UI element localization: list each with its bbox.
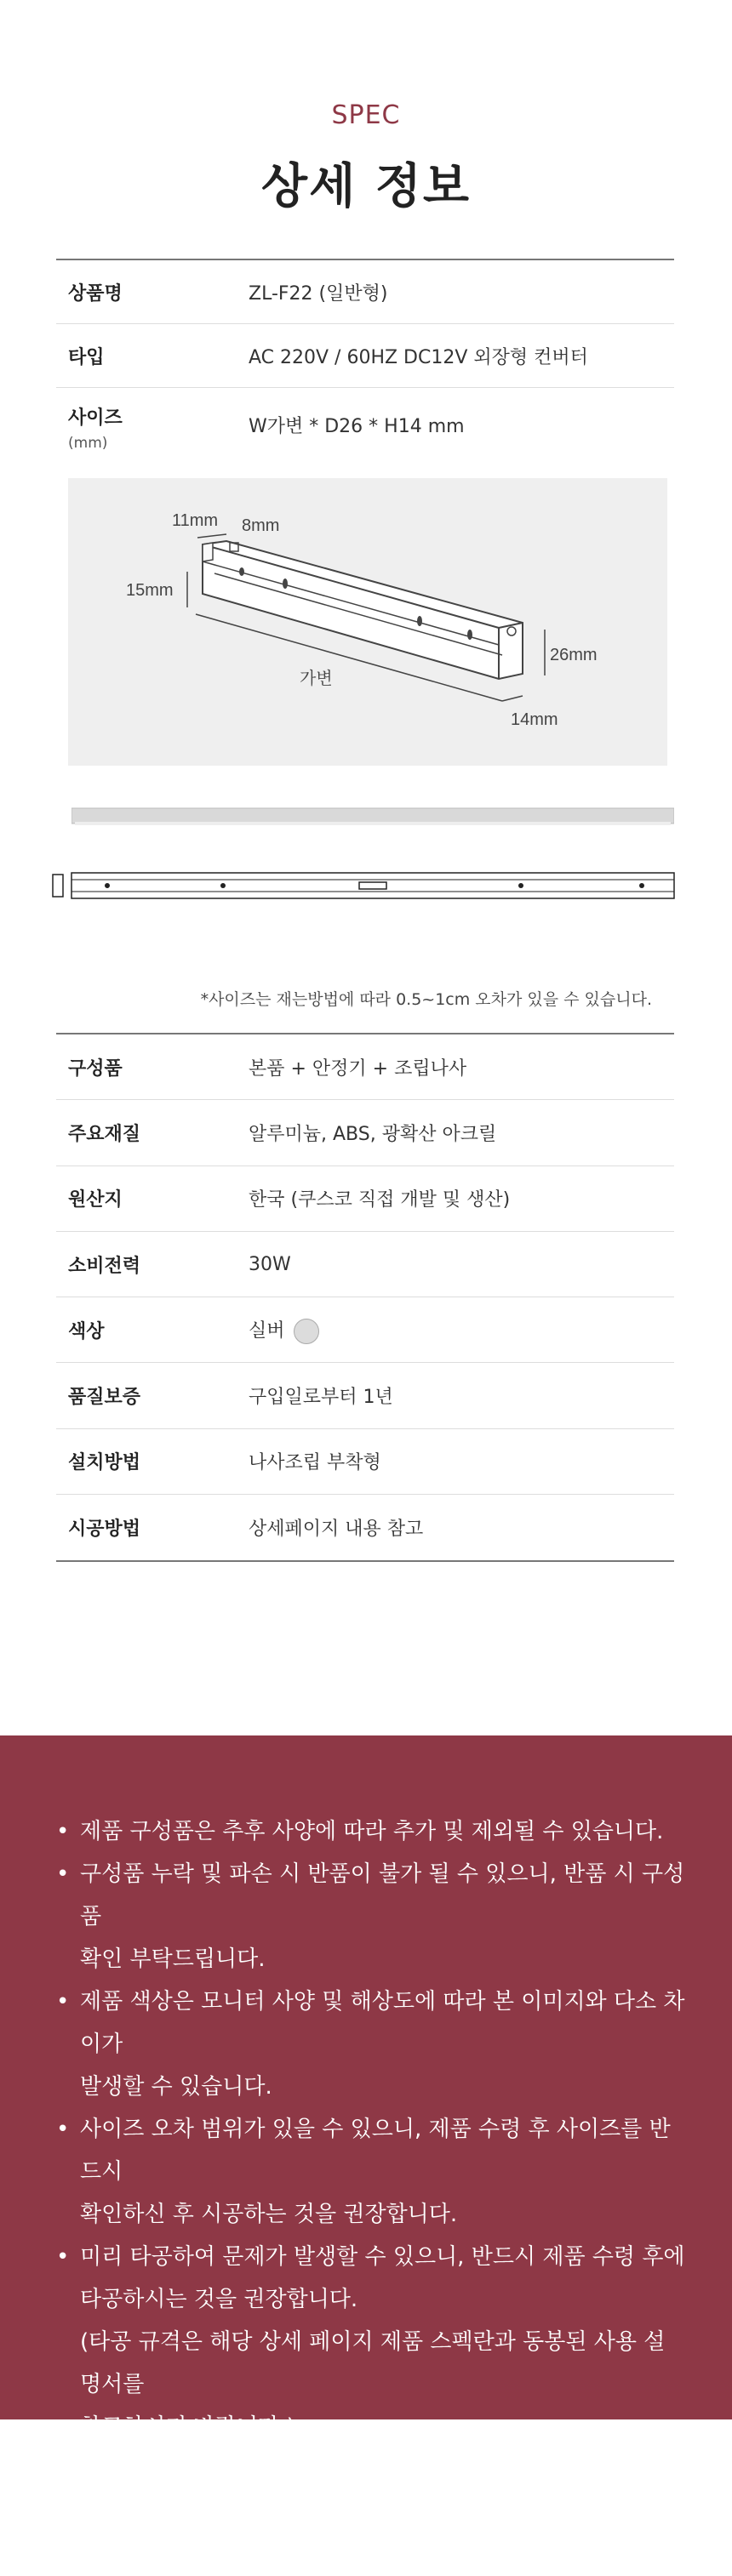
spec-table-bottom [56, 1033, 674, 1562]
notice-item: • 사이즈 오차 범위가 있을 수 있으니, 제품 수령 후 사이즈를 반드시 확인하신 후 시공하는 것을 권장합니다. [56, 2108, 686, 2236]
table-row [56, 1495, 674, 1560]
section-eyebrow: SPEC [331, 100, 401, 130]
row-key: 소비전력 [68, 1255, 141, 1277]
dim-label-15: 15mm [126, 581, 174, 600]
table-row [56, 1034, 674, 1100]
page-title: 상세 정보 [261, 159, 471, 214]
row-value: 알루미늄, ABS, 광확산 아크릴 [249, 1123, 497, 1145]
row-value: 나사조립 부착형 [249, 1452, 381, 1474]
dim-label-14: 14mm [511, 710, 558, 729]
table-row [56, 1100, 674, 1165]
row-key: 원산지 [68, 1189, 123, 1211]
row-value: 구입일로부터 1년 [249, 1387, 393, 1409]
table-row [56, 388, 674, 461]
screw-hole [417, 616, 422, 626]
notice-item: • 미리 타공하여 문제가 발생할 수 있으니, 반드시 제품 수령 후에 타공하시는 것을 권장합니다. (타공 규격은 해당 상세 페이지 제품 스펙란과 동봉된 사용 설명서를 참고하시기 바랍니다.) [56, 2236, 686, 2448]
table-row [56, 1363, 674, 1428]
row-value: 본품 + 안정기 + 조립나사 [249, 1057, 467, 1080]
row-key: 시공방법 [68, 1519, 141, 1541]
row-value: 30W [249, 1253, 291, 1275]
bar-outline [203, 541, 523, 679]
dimension-diagram [68, 478, 667, 766]
row-key: 품질보증 [68, 1387, 141, 1409]
row-value: W가변 * D26 * H14 mm [249, 416, 465, 437]
notice-item: • 구성품 누락 및 파손 시 반품이 불가 될 수 있으니, 반품 시 구성품 확인 부탁드립니다. [56, 1853, 686, 1980]
row-key: 색상 [68, 1320, 105, 1342]
row-value: AC 220V / 60HZ DC12V 외장형 컨버터 [249, 346, 588, 368]
product-top-view [71, 806, 674, 830]
row-key: 타입 [68, 346, 105, 368]
row-key [56, 403, 249, 452]
spec-table-top [56, 259, 674, 461]
notice-item: • 조명의 경우, MAIN 조명과 SUB 조명을 연결할 시 조명을 꼭 OFF한 상태에서 시공 작업을 하시는 것을 권장해드립니다. [56, 2448, 686, 2576]
dim-label-variable: 가변 [300, 670, 333, 688]
product-side-view [51, 869, 678, 902]
row-key-label: 사이즈 [68, 407, 123, 429]
notice-section [0, 1735, 732, 2567]
table-row [56, 324, 674, 388]
row-value: ZL-F22 (일반형) [249, 282, 388, 305]
color-swatch [294, 1319, 319, 1344]
row-key: 주요재질 [68, 1123, 141, 1145]
row-value [249, 1316, 319, 1344]
row-key-unit: (mm) [68, 435, 108, 452]
dim-label-11: 11mm [172, 511, 219, 530]
notice-list [56, 1810, 686, 2576]
dim-label-26: 26mm [550, 646, 598, 664]
screw-hole [239, 567, 244, 576]
row-key: 설치방법 [68, 1452, 141, 1474]
table-row [56, 1297, 674, 1363]
notice-item: • 제품 구성품은 추후 사양에 따라 추가 및 제외될 수 있습니다. [56, 1810, 686, 1853]
screw-hole [283, 578, 288, 589]
size-disclaimer: *사이즈는 재는방법에 따라 0.5~1cm 오차가 있을 수 있습니다. [200, 990, 652, 1009]
row-key: 구성품 [68, 1057, 123, 1080]
table-row [56, 1232, 674, 1297]
table-row [56, 1166, 674, 1232]
screw-hole [467, 630, 472, 640]
dim-label-8: 8mm [242, 516, 280, 535]
color-value: 실버 [249, 1319, 285, 1342]
notice-item: • 제품 색상은 모니터 사양 및 해상도에 따라 본 이미지와 다소 차이가 발생할 수 있습니다. [56, 1980, 686, 2108]
row-value: 한국 (쿠스코 직접 개발 및 생산) [249, 1189, 511, 1211]
table-row [56, 260, 674, 324]
row-key: 상품명 [68, 282, 123, 305]
table-row [56, 1429, 674, 1495]
row-value: 상세페이지 내용 참고 [249, 1519, 424, 1541]
dimension-drawing [68, 478, 667, 766]
